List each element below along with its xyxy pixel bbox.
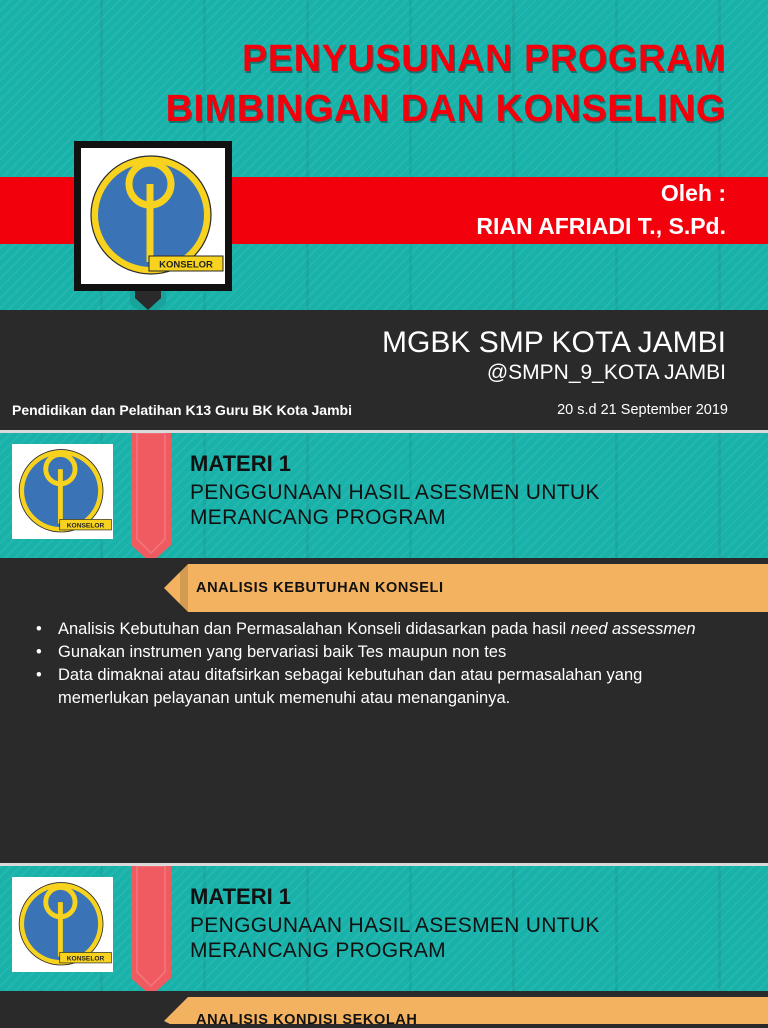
slide-2-materi-title-line-2: MERANCANG PROGRAM — [190, 506, 446, 529]
slide-3-ribbon — [127, 866, 175, 998]
bullet-marker: • — [36, 643, 42, 661]
slide-1-logo-frame — [74, 141, 232, 291]
slide-1-logo-plate — [81, 148, 225, 284]
konselor-logo-icon — [12, 877, 113, 972]
konselor-logo-icon — [12, 444, 113, 539]
slide-2-materi-label: MATERI 1 — [190, 451, 292, 476]
bullet-text: Gunakan instrumen yang bervariasi baik Tes maupun non tes — [58, 643, 507, 661]
slide-3-logo-plate — [12, 877, 113, 972]
bullet-text: Analisis Kebutuhan dan Permasalahan Konseli didasarkan pada hasil — [58, 620, 571, 638]
slide-2-section-banner-text: ANALISIS KEBUTUHAN KONSELI — [196, 580, 444, 596]
slide-3-section-banner-text: ANALISIS KONDISI SEKOLAH — [196, 1012, 418, 1028]
slide-3-logo-text: KONSELOR — [66, 955, 105, 963]
slide-2-ribbon — [127, 433, 175, 565]
slide-1-by-label: Oleh : — [660, 180, 726, 206]
slide-1-event: Pendidikan dan Pelatihan K13 Guru BK Kota Jambi — [12, 402, 352, 418]
slide-1-title-line-2: BIMBINGAN DAN KONSELING — [165, 88, 726, 130]
slide-3-materi-title-line-1: PENGGUNAAN HASIL ASESMEN UNTUK — [190, 914, 600, 937]
bullet-italic-text: need assessmen — [570, 620, 696, 638]
slide-3-materi-title-line-2: MERANCANG PROGRAM — [190, 939, 446, 962]
slide-2-bullet-list — [36, 618, 736, 710]
konselor-logo-icon — [81, 148, 225, 284]
slide-1-author: RIAN AFRIADI T., S.Pd. — [476, 213, 726, 239]
slide-1-organization: MGBK SMP KOTA JAMBI — [382, 326, 726, 359]
bullet-marker: • — [36, 620, 42, 638]
slide-1-logo-text: KONSELOR — [159, 259, 213, 271]
slide-2-logo-plate — [12, 444, 113, 539]
bullet-text: Data dimaknai atau ditafsirkan sebagai kebutuhan dan atau permasalahan yang memerlukan pelayanan untuk memenuhi atau menanganinya. — [58, 666, 643, 707]
slide-1-title-line-1: PENYUSUNAN PROGRAM — [241, 38, 726, 80]
slide-2-materi-title — [190, 480, 600, 530]
slide-1-date: 20 s.d 21 September 2019 — [557, 402, 728, 418]
bullet-marker: • — [36, 666, 42, 684]
slide-3-materi-title — [190, 913, 600, 963]
slide-3-materi-label: MATERI 1 — [190, 884, 292, 909]
slide-2-materi-title-line-1: PENGGUNAAN HASIL ASESMEN UNTUK — [190, 481, 600, 504]
list-item — [36, 664, 736, 710]
slide-2-logo-text: KONSELOR — [66, 522, 105, 530]
slide-1-handle: @SMPN_9_KOTA JAMBI — [486, 361, 726, 384]
list-item — [36, 641, 736, 664]
list-item — [36, 618, 736, 641]
